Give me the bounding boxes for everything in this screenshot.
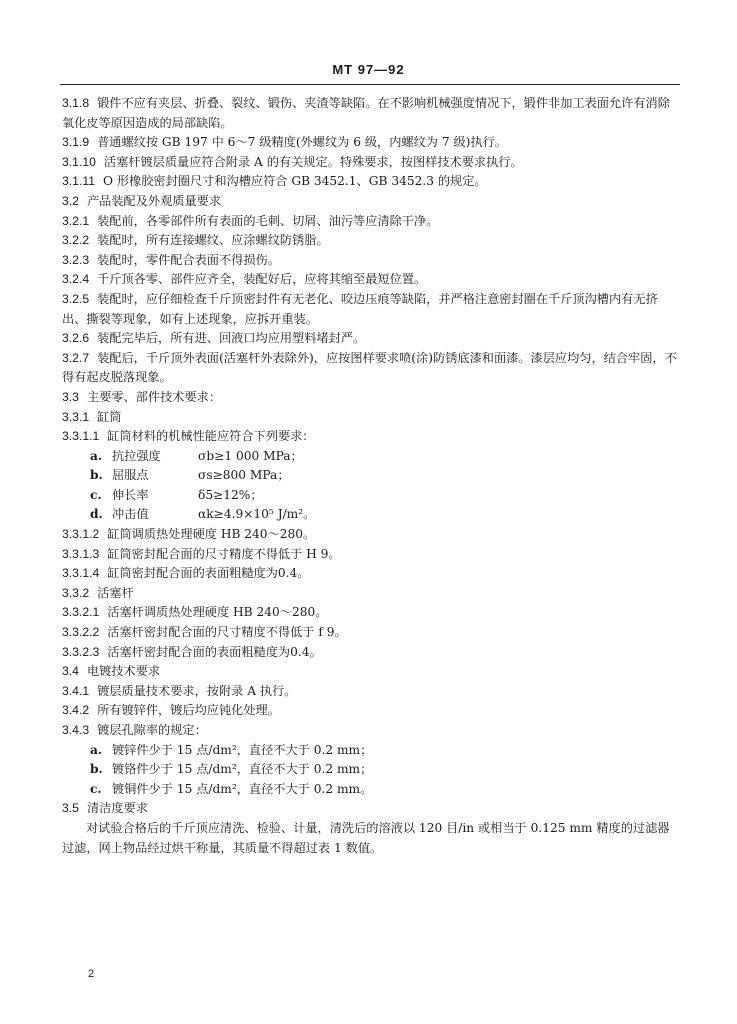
clause-text: 普通螺纹按 GB 197 中 6～7 级精度(外螺纹为 6 级，内螺纹为 7 级)执行。: [97, 135, 507, 150]
property-value: αk≥4.9×10⁵ J/m²。: [198, 507, 316, 522]
clause-text: O 形橡胶密封圈尺寸和沟槽应符合 GB 3452.1、GB 3452.3 的规定。: [102, 174, 487, 189]
clause-number: 3.3.1: [62, 409, 90, 424]
clause-3-1-9: [62, 133, 677, 153]
clause-3-3-1: [62, 408, 677, 428]
property-item: [62, 505, 677, 525]
clause-3-3-2: [62, 584, 677, 604]
section-title: 产品装配及外观质量要求: [86, 193, 222, 208]
property-value: δ5≥12%；: [198, 487, 263, 502]
clause-text: 活塞杆密封配合面的表面粗糙度为0.4。: [107, 644, 322, 659]
clause-number: 3.3.1.2: [62, 527, 100, 542]
clause-3-2-1: [62, 212, 677, 232]
clause-text: 装配前，各零部件所有表面的毛刺、切屑、油污等应清除干净。: [97, 213, 439, 228]
clause-number: 3.1.8: [62, 96, 90, 110]
clause-number: 3.4.2: [62, 703, 90, 718]
clause-text: 缸筒材料的机械性能应符合下列要求：: [107, 429, 315, 444]
clause-3-2-7: [62, 349, 677, 388]
clause-text: 千斤顶各零、部件应齐全，装配好后，应将其缩至最短位置。: [97, 272, 427, 287]
property-name: 屈服点: [112, 468, 149, 483]
page-number: 2: [88, 968, 95, 980]
clause-text: 装配后，千斤顶外表面(活塞杆外表除外)，应按图样要求喷(涂)防锈底漆和面漆。漆层应均匀，结合牢固，不得有起皮脱落现象。: [62, 350, 677, 385]
clause-3-1-8: [62, 94, 677, 133]
porosity-item: [62, 741, 677, 761]
clause-3-4-1: [62, 682, 677, 702]
item-label: c.: [90, 487, 102, 502]
clause-number: 3.3.2: [62, 585, 90, 600]
section-number: 3.3: [62, 389, 79, 404]
clause-number: 3.3.2.3: [62, 644, 100, 659]
paragraph-3-5: 对试验合格后的千斤顶应清洗、检验、计量，清洗后的溶液以 120 目/in 或相当于 0.125 mm 精度的过滤器过滤，网上物品经过烘干称量，其质量不得超过表 1 数值。: [62, 820, 670, 855]
clause-number: 3.1.9: [62, 135, 90, 150]
section-3-3-heading: [62, 388, 677, 408]
clause-number: 3.2.7: [62, 350, 90, 365]
section-number: 3.4: [62, 664, 79, 679]
clause-3-3-2-3: [62, 643, 677, 663]
document-body: [62, 94, 677, 858]
section-title: 主要零、部件技术要求：: [86, 389, 222, 404]
clause-number: 3.1.11: [62, 174, 95, 189]
header-rule: [60, 84, 680, 85]
item-label: a.: [90, 448, 103, 463]
clause-number: 3.2.1: [62, 213, 90, 228]
porosity-item: [62, 760, 677, 780]
clause-3-4-2: [62, 701, 677, 721]
clause-number: 3.2.5: [62, 291, 90, 306]
item-label: b.: [90, 468, 103, 483]
property-name: 冲击值: [112, 507, 149, 522]
clause-text: 所有镀锌件，镀后均应钝化处理。: [97, 703, 280, 718]
clause-text: 活塞杆镀层质量应符合附录 A 的有关规定。特殊要求，按图样技术要求执行。: [103, 154, 523, 169]
clause-3-4-3: [62, 721, 677, 741]
clause-number: 3.2.3: [62, 252, 90, 267]
property-value: σs≥800 MPa；: [198, 468, 290, 483]
item-label: c.: [90, 781, 102, 796]
property-name: 伸长率: [112, 487, 149, 502]
section-number: 3.2: [62, 193, 79, 208]
clause-text: 活塞杆调质热处理硬度 HB 240～280。: [107, 605, 328, 620]
clause-text: 装配时，零件配合表面不得损伤。: [97, 252, 280, 267]
clause-number: 3.4.3: [62, 723, 90, 737]
clause-text: 装配完毕后，所有进、回液口均应用塑料堵封严。: [97, 331, 366, 346]
clause-number: 3.3.2.2: [62, 625, 100, 640]
porosity-text: 镀铜件少于 15 点/dm²，直径不大于 0.2 mm。: [112, 781, 373, 796]
clause-number: 3.3.1.4: [62, 566, 100, 581]
property-item: [62, 466, 677, 486]
clause-text: 缸筒密封配合面的表面粗糙度为0.4。: [107, 566, 310, 581]
standard-code: MT 97—92: [332, 62, 405, 77]
section-number: 3.5: [62, 801, 79, 816]
clause-3-3-2-1: [62, 603, 677, 623]
clause-text: 缸筒密封配合面的尺寸精度不得低于 H 9。: [107, 546, 341, 561]
property-name: 抗拉强度: [112, 448, 161, 463]
porosity-text: 镀锌件少于 15 点/dm²，直径不大于 0.2 mm；: [112, 742, 373, 757]
clause-number: 3.3.2.1: [62, 605, 100, 620]
item-label: b.: [90, 762, 103, 777]
porosity-item: [62, 780, 677, 800]
porosity-text: 镀铬件少于 15 点/dm²，直径不大于 0.2 mm；: [112, 762, 373, 777]
clause-3-2-2: [62, 231, 677, 251]
clause-number: 3.3.1.3: [62, 546, 100, 561]
clause-text: 缸筒: [97, 409, 122, 424]
clause-number: 3.2.2: [62, 233, 90, 248]
clause-text: 活塞杆密封配合面的尺寸精度不得低于 f 9。: [107, 625, 347, 640]
clause-3-2-3: [62, 251, 677, 271]
property-value: σb≥1 000 MPa；: [198, 448, 303, 463]
clause-3-2-4: [62, 270, 677, 290]
property-item: [62, 447, 677, 467]
clause-number: 3.1.10: [62, 154, 96, 169]
section-3-5-heading: [62, 799, 677, 819]
clause-3-1-11: [62, 172, 677, 192]
item-label: d.: [90, 507, 103, 522]
clause-number: 3.2.4: [62, 272, 90, 287]
section-3-4-heading: [62, 662, 677, 682]
clause-3-3-1-1: [62, 427, 677, 447]
clause-3-3-1-2: [62, 525, 677, 545]
section-3-2-heading: [62, 192, 677, 212]
clause-text: 缸筒调质热处理硬度 HB 240～280。: [107, 527, 316, 542]
clause-3-2-6: [62, 329, 677, 349]
clause-3-3-1-4: [62, 564, 677, 584]
property-item: [62, 486, 677, 506]
clause-text: 镀层质量技术要求，按附录 A 执行。: [97, 683, 297, 698]
section-title: 清洁度要求: [86, 801, 148, 816]
section-title: 电镀技术要求: [86, 664, 161, 679]
clause-3-2-5: [62, 290, 677, 329]
page-header: [0, 62, 737, 78]
clause-text: 镀层孔隙率的规定：: [97, 723, 207, 737]
clause-text: 装配时，所有连接螺纹、应涂螺纹防锈脂。: [97, 233, 329, 248]
clause-3-3-1-3: [62, 545, 677, 565]
clause-text: 活塞杆: [97, 585, 134, 600]
clause-text: 锻件不应有夹层、折叠、裂纹、锻伤、夹渣等缺陷。在不影响机械强度情况下，锻件非加工表面允许有消除氧化皮等原因造成的局部缺陷。: [62, 96, 670, 130]
clause-number: 3.4.1: [62, 683, 90, 698]
clause-3-3-2-2: [62, 623, 677, 643]
item-label: a.: [90, 742, 103, 757]
clause-number: 3.3.1.1: [62, 429, 100, 444]
clause-3-1-10: [62, 153, 677, 173]
clause-text: 装配时，应仔细检查千斤顶密封件有无老化、咬边压痕等缺陷，并严格注意密封圈在千斤顶沟槽内有无挤出、撕裂等现象，如有上述现象，应拆开重装。: [62, 291, 658, 326]
clause-number: 3.2.6: [62, 331, 90, 346]
